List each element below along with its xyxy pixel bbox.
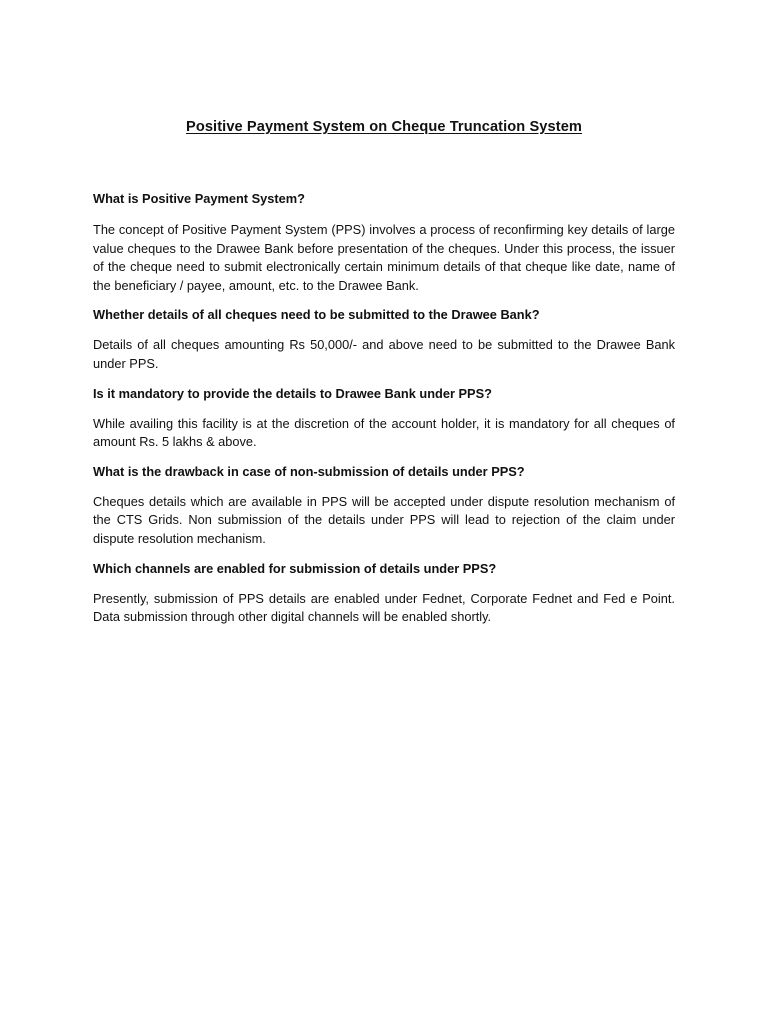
document-title: Positive Payment System on Cheque Truncation System — [185, 119, 582, 135]
document-body — [93, 190, 675, 638]
section-question: Which channels are enabled for submission of details under PPS? — [93, 560, 497, 576]
section-answer: Cheques details which are available in PPS will be accepted under dispute resolution mechanism of the CTS Grids. Non submission of the details under PPS will lead to rejection of the claim under dispute resolution mechanism. — [93, 493, 675, 546]
section-question: What is Positive Payment System? — [93, 191, 305, 206]
section-question: Is it mandatory to provide the details to Drawee Bank under PPS? — [93, 385, 492, 401]
section-answer: While availing this facility is at the discretion of the account holder, it is mandatory for all cheques of amount Rs. 5 lakhs & above. — [93, 415, 675, 450]
section-question: Whether details of all cheques need to be submitted to the Drawee Bank? — [93, 307, 540, 323]
section-question: What is the drawback in case of non-submission of details under PPS? — [93, 463, 525, 479]
section-answer: Presently, submission of PPS details are enabled under Fednet, Corporate Fednet and Fed e Point. Data submission through other digital channels will be enabled shortly. — [93, 590, 675, 625]
section-answer: The concept of Positive Payment System (PPS) involves a process of reconfirming key details of large value cheques to the Drawee Bank before presentation of the cheques. Under this process, the issuer of the cheque need to submit electronically certain minimum details of that cheque like date, name of the beneficiary / payee, amount, etc. to the Drawee Bank. — [93, 222, 675, 293]
section-answer: Details of all cheques amounting Rs 50,000/- and above need to be submitted to the Drawee Bank under PPS. — [93, 337, 675, 371]
